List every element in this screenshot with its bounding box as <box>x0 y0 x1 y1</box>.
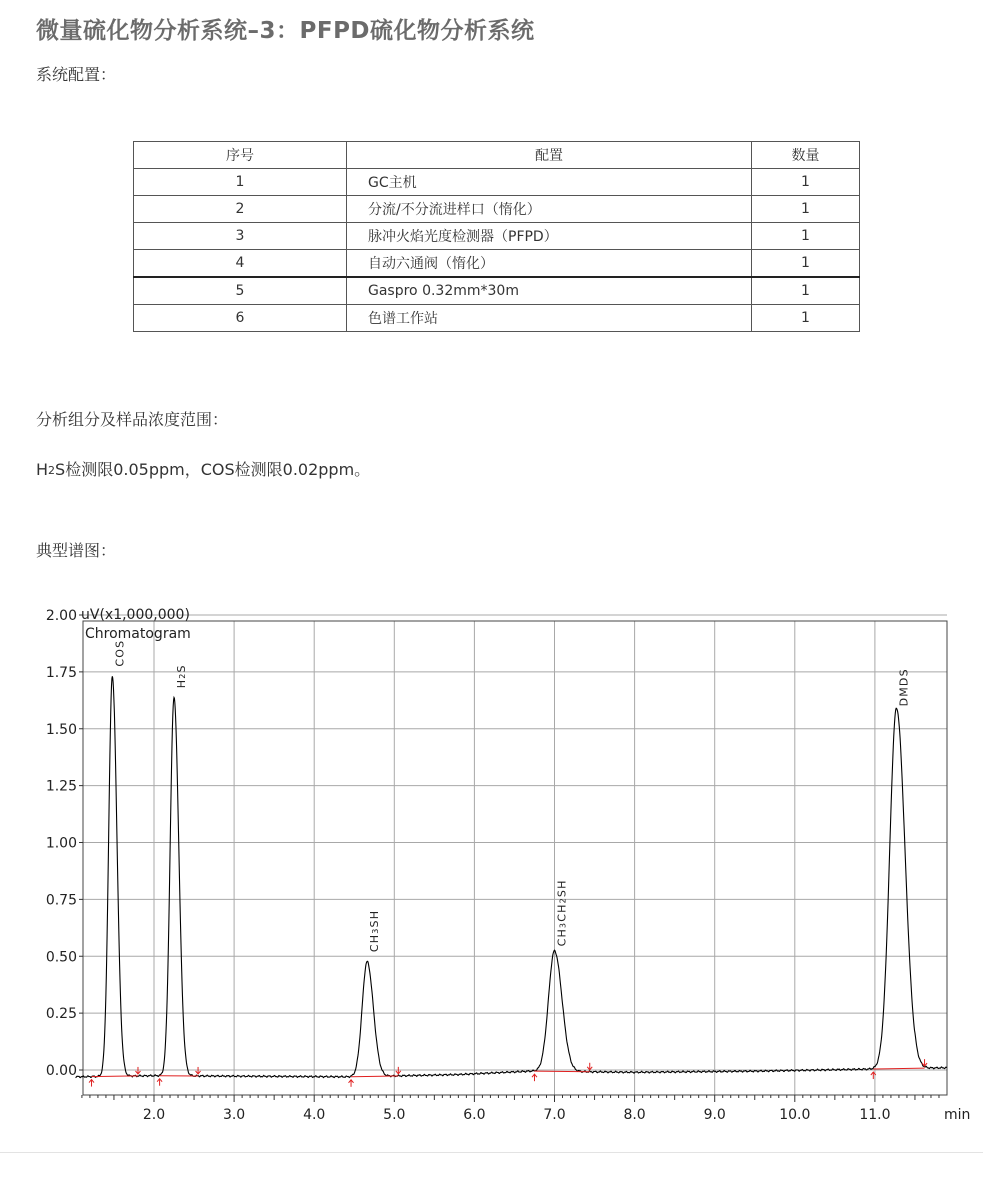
peak-label-part: CH <box>368 933 382 953</box>
table-row <box>134 169 860 196</box>
x-tick-label: 5.0 <box>383 1107 406 1123</box>
row-qty: 1 <box>752 277 860 305</box>
detection-limits <box>36 457 370 480</box>
row-qty: 1 <box>752 196 860 223</box>
peak-label-part: CH <box>555 928 569 947</box>
x-tick-label: 6.0 <box>463 1107 486 1123</box>
x-tick-label: 10.0 <box>779 1107 811 1123</box>
limit-text-sub: 2 <box>48 464 56 477</box>
peak-label <box>113 640 126 667</box>
x-tick-label: 9.0 <box>703 1107 726 1123</box>
y-tick-label: 1.00 <box>45 835 77 852</box>
header-config: 配置 <box>347 142 752 169</box>
integration-baseline <box>534 1071 589 1072</box>
x-tick-label: 4.0 <box>303 1107 326 1123</box>
row-no: 4 <box>134 250 347 278</box>
chromatogram-chart <box>0 600 983 1130</box>
peak-label <box>898 668 911 706</box>
peak-label-part: SH <box>368 909 382 928</box>
y-tick-label: 0.00 <box>45 1063 77 1079</box>
row-item: Gaspro 0.32mm*30m <box>347 277 752 305</box>
components-heading: 分析组分及样品浓度范围： <box>36 410 229 429</box>
peak-label-part: H <box>175 678 189 689</box>
peak-label-part: SH <box>555 879 569 898</box>
peak-label-part: CH <box>555 903 569 922</box>
row-item: 脉冲火焰光度检测器（PFPD） <box>347 223 752 250</box>
row-qty: 1 <box>752 305 860 332</box>
chromatogram-heading: 典型谱图： <box>36 541 117 560</box>
limit-text-rest: S检测限0.05ppm，COS检测限0.02ppm。 <box>55 460 371 479</box>
peak-label-part: 2 <box>178 672 188 679</box>
row-qty: 1 <box>752 169 860 196</box>
x-tick-label: 3.0 <box>222 1107 246 1123</box>
y-tick-label: 1.50 <box>45 721 77 738</box>
config-table <box>133 141 860 332</box>
header-qty: 数量 <box>752 142 860 169</box>
peak-label-part: S <box>175 664 189 673</box>
peak-label-part: 3 <box>558 921 568 929</box>
peak-label-part: COS <box>113 639 127 667</box>
integration-baseline <box>92 1076 138 1077</box>
table-row <box>134 250 860 278</box>
row-qty: 1 <box>752 250 860 278</box>
y-tick-label: 2.00 <box>45 608 77 624</box>
y-tick-label: 0.25 <box>45 1006 77 1023</box>
table-row <box>134 277 860 305</box>
row-no: 6 <box>134 305 347 332</box>
peak-label-part: 3 <box>371 927 381 934</box>
y-tick-label: 0.50 <box>45 949 77 966</box>
chart-title: Chromatogram <box>85 626 191 642</box>
row-qty: 1 <box>752 223 860 250</box>
table-row <box>134 305 860 332</box>
footer-divider <box>0 1152 983 1153</box>
y-axis-label: uV(x1,000,000) <box>81 607 190 623</box>
peak-label-part: 2 <box>558 897 568 904</box>
x-axis-label: min <box>944 1107 971 1123</box>
plot-background <box>83 621 947 1095</box>
x-tick-label: 11.0 <box>859 1107 891 1123</box>
y-tick-label: 0.75 <box>45 892 77 909</box>
row-item: GC主机 <box>347 169 752 196</box>
row-item: 分流/不分流进样口（惰化） <box>347 196 752 223</box>
x-tick-label: 8.0 <box>623 1107 646 1123</box>
peak-label-part: DMDS <box>897 668 911 707</box>
table-row <box>134 196 860 223</box>
table-header-row <box>134 142 860 169</box>
y-tick-label: 1.25 <box>45 778 77 795</box>
header-no: 序号 <box>134 142 347 169</box>
row-no: 5 <box>134 277 347 305</box>
peak-label <box>556 879 569 946</box>
row-no: 1 <box>134 169 347 196</box>
row-no: 2 <box>134 196 347 223</box>
y-tick-label: 1.75 <box>45 664 77 681</box>
x-tick-label: 7.0 <box>543 1107 566 1123</box>
row-no: 3 <box>134 223 347 250</box>
row-item: 色谱工作站 <box>347 305 752 332</box>
config-heading: 系统配置： <box>36 65 117 84</box>
limit-text-h: H <box>36 460 49 479</box>
row-item: 自动六通阀（惰化） <box>347 250 752 278</box>
page-title: 微量硫化物分析系统–3：PFPD硫化物分析系统 <box>36 18 535 44</box>
table-row <box>134 223 860 250</box>
x-tick-label: 2.0 <box>142 1107 166 1123</box>
